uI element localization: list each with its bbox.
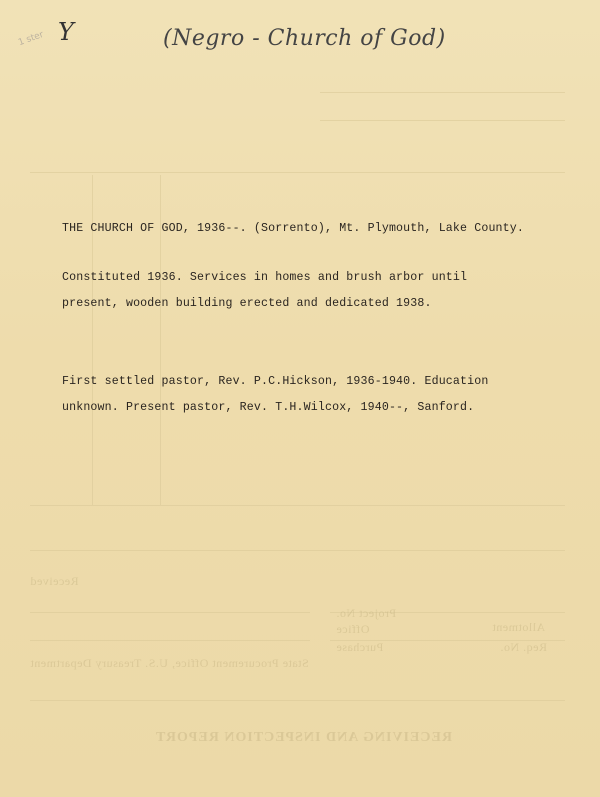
- check-mark: Y: [58, 18, 74, 46]
- ghost-department: State Procurement Office, U.S. Treasury Department: [30, 656, 309, 670]
- handwritten-header: (Negro - Church of God): [163, 26, 446, 51]
- paragraph-line: present, wooden building erected and dedicated 1938.: [62, 297, 432, 310]
- ghost-allotment: Allotment: [492, 620, 546, 634]
- entry-title: THE CHURCH OF GOD, 1936--. (Sorrento), Mt. Plymouth, Lake County.: [62, 222, 524, 235]
- ghost-purchase: Purchase: [336, 640, 384, 654]
- ghost-project: Project No.: [336, 606, 397, 620]
- ghost-horizontal-line: [30, 172, 565, 173]
- ghost-received: Received: [30, 574, 79, 588]
- ghost-horizontal-line: [320, 120, 565, 121]
- ghost-horizontal-line: [30, 612, 310, 613]
- paragraph-line: unknown. Present pastor, Rev. T.H.Wilcox, 1940--, Sanford.: [62, 401, 475, 414]
- pencil-note: 1 ster: [17, 29, 45, 49]
- ghost-horizontal-line: [30, 505, 565, 506]
- ghost-horizontal-line: [30, 700, 565, 701]
- ghost-report-heading: RECEIVING AND INSPECTION REPORT: [155, 730, 452, 745]
- ghost-office: Office: [336, 622, 370, 636]
- ghost-horizontal-line: [30, 640, 310, 641]
- paragraph-line: First settled pastor, Rev. P.C.Hickson, 1936-1940. Education: [62, 375, 489, 388]
- paragraph-line: Constituted 1936. Services in homes and brush arbor until: [62, 271, 468, 284]
- ghost-horizontal-line: [30, 550, 565, 551]
- paragraph-constitution: [62, 265, 467, 317]
- paragraph-pastors: [62, 369, 488, 421]
- ghost-horizontal-line: [320, 92, 565, 93]
- ghost-req: Req. No.: [500, 640, 547, 654]
